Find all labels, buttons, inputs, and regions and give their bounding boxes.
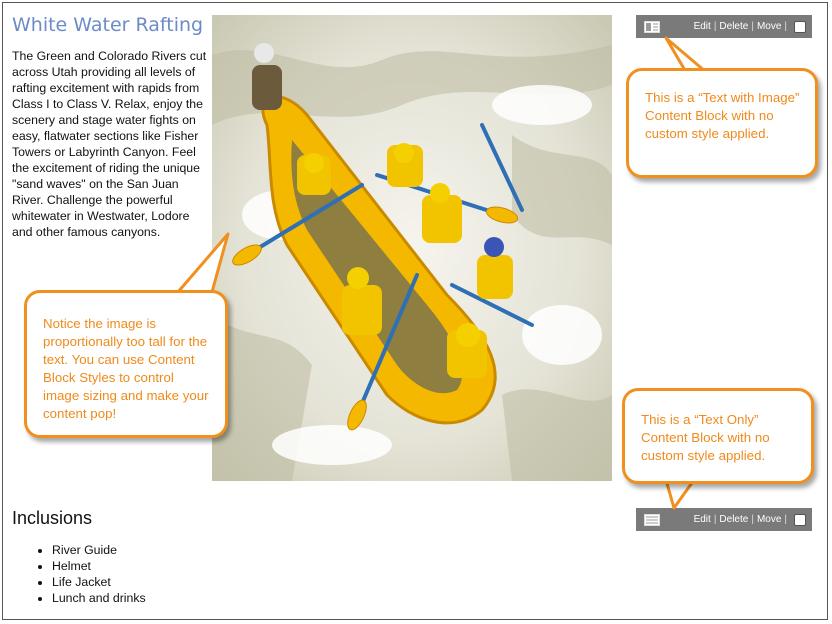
toolbar-separator: | bbox=[713, 514, 717, 525]
toolbar-separator: | bbox=[713, 21, 717, 32]
select-checkbox[interactable] bbox=[794, 21, 806, 33]
list-item: • Life Jacket bbox=[52, 574, 146, 590]
callout-text-with-image-text: This is a “Text with Image” Content Block with no custom style applied. bbox=[645, 90, 800, 141]
toolbar-separator: | bbox=[784, 514, 787, 525]
select-checkbox[interactable] bbox=[794, 514, 806, 526]
content-block-toolbar-bottom bbox=[636, 508, 812, 531]
delete-link[interactable]: Delete bbox=[719, 21, 749, 32]
move-link[interactable]: Move bbox=[756, 21, 782, 32]
list-item: • Lunch and drinks bbox=[52, 590, 146, 606]
callout-text-only-text: This is a “Text Only” Content Block with no custom style applied. bbox=[641, 412, 770, 463]
content-block-text: The Green and Colorado Rivers cut across Utah providing all levels of rafting excitement with rapids from Class I to Class V. Relax, enjoy the scenery and stage water fights on easy, flatwater sections like Fisher Towers or Labyrinth Canyon. Feel the excitement of riding the unique "sand waves" on the San Juan River. Challenge the powerful whitewater in Westwater, Lodore and other famous canyons. bbox=[12, 49, 207, 239]
edit-link[interactable]: Edit bbox=[693, 514, 711, 525]
content-block-toolbar-top bbox=[636, 15, 812, 38]
callout-text-only bbox=[622, 388, 814, 484]
callout-image-note bbox=[24, 290, 228, 438]
move-link[interactable]: Move bbox=[756, 514, 782, 525]
callout-text-with-image bbox=[626, 68, 818, 178]
text-image-block-icon bbox=[644, 21, 660, 33]
delete-link[interactable]: Delete bbox=[719, 514, 749, 525]
content-block-title: White Water Rafting bbox=[12, 14, 204, 36]
edit-link[interactable]: Edit bbox=[693, 21, 711, 32]
toolbar-separator: | bbox=[784, 21, 787, 32]
inclusions-list bbox=[12, 542, 146, 606]
text-block-icon bbox=[644, 514, 660, 526]
rafting-photo bbox=[212, 15, 612, 481]
list-item: • Helmet bbox=[52, 558, 146, 574]
toolbar-separator: | bbox=[751, 21, 754, 32]
inclusions-title: Inclusions bbox=[12, 508, 93, 528]
list-item: • River Guide bbox=[52, 542, 146, 558]
callout-image-note-text: Notice the image is proportionally too tall for the text. You can use Content Block Styles to control image sizing and make your content pop! bbox=[43, 316, 209, 421]
callout-tail-image-note bbox=[170, 232, 230, 298]
toolbar-separator: | bbox=[751, 514, 754, 525]
